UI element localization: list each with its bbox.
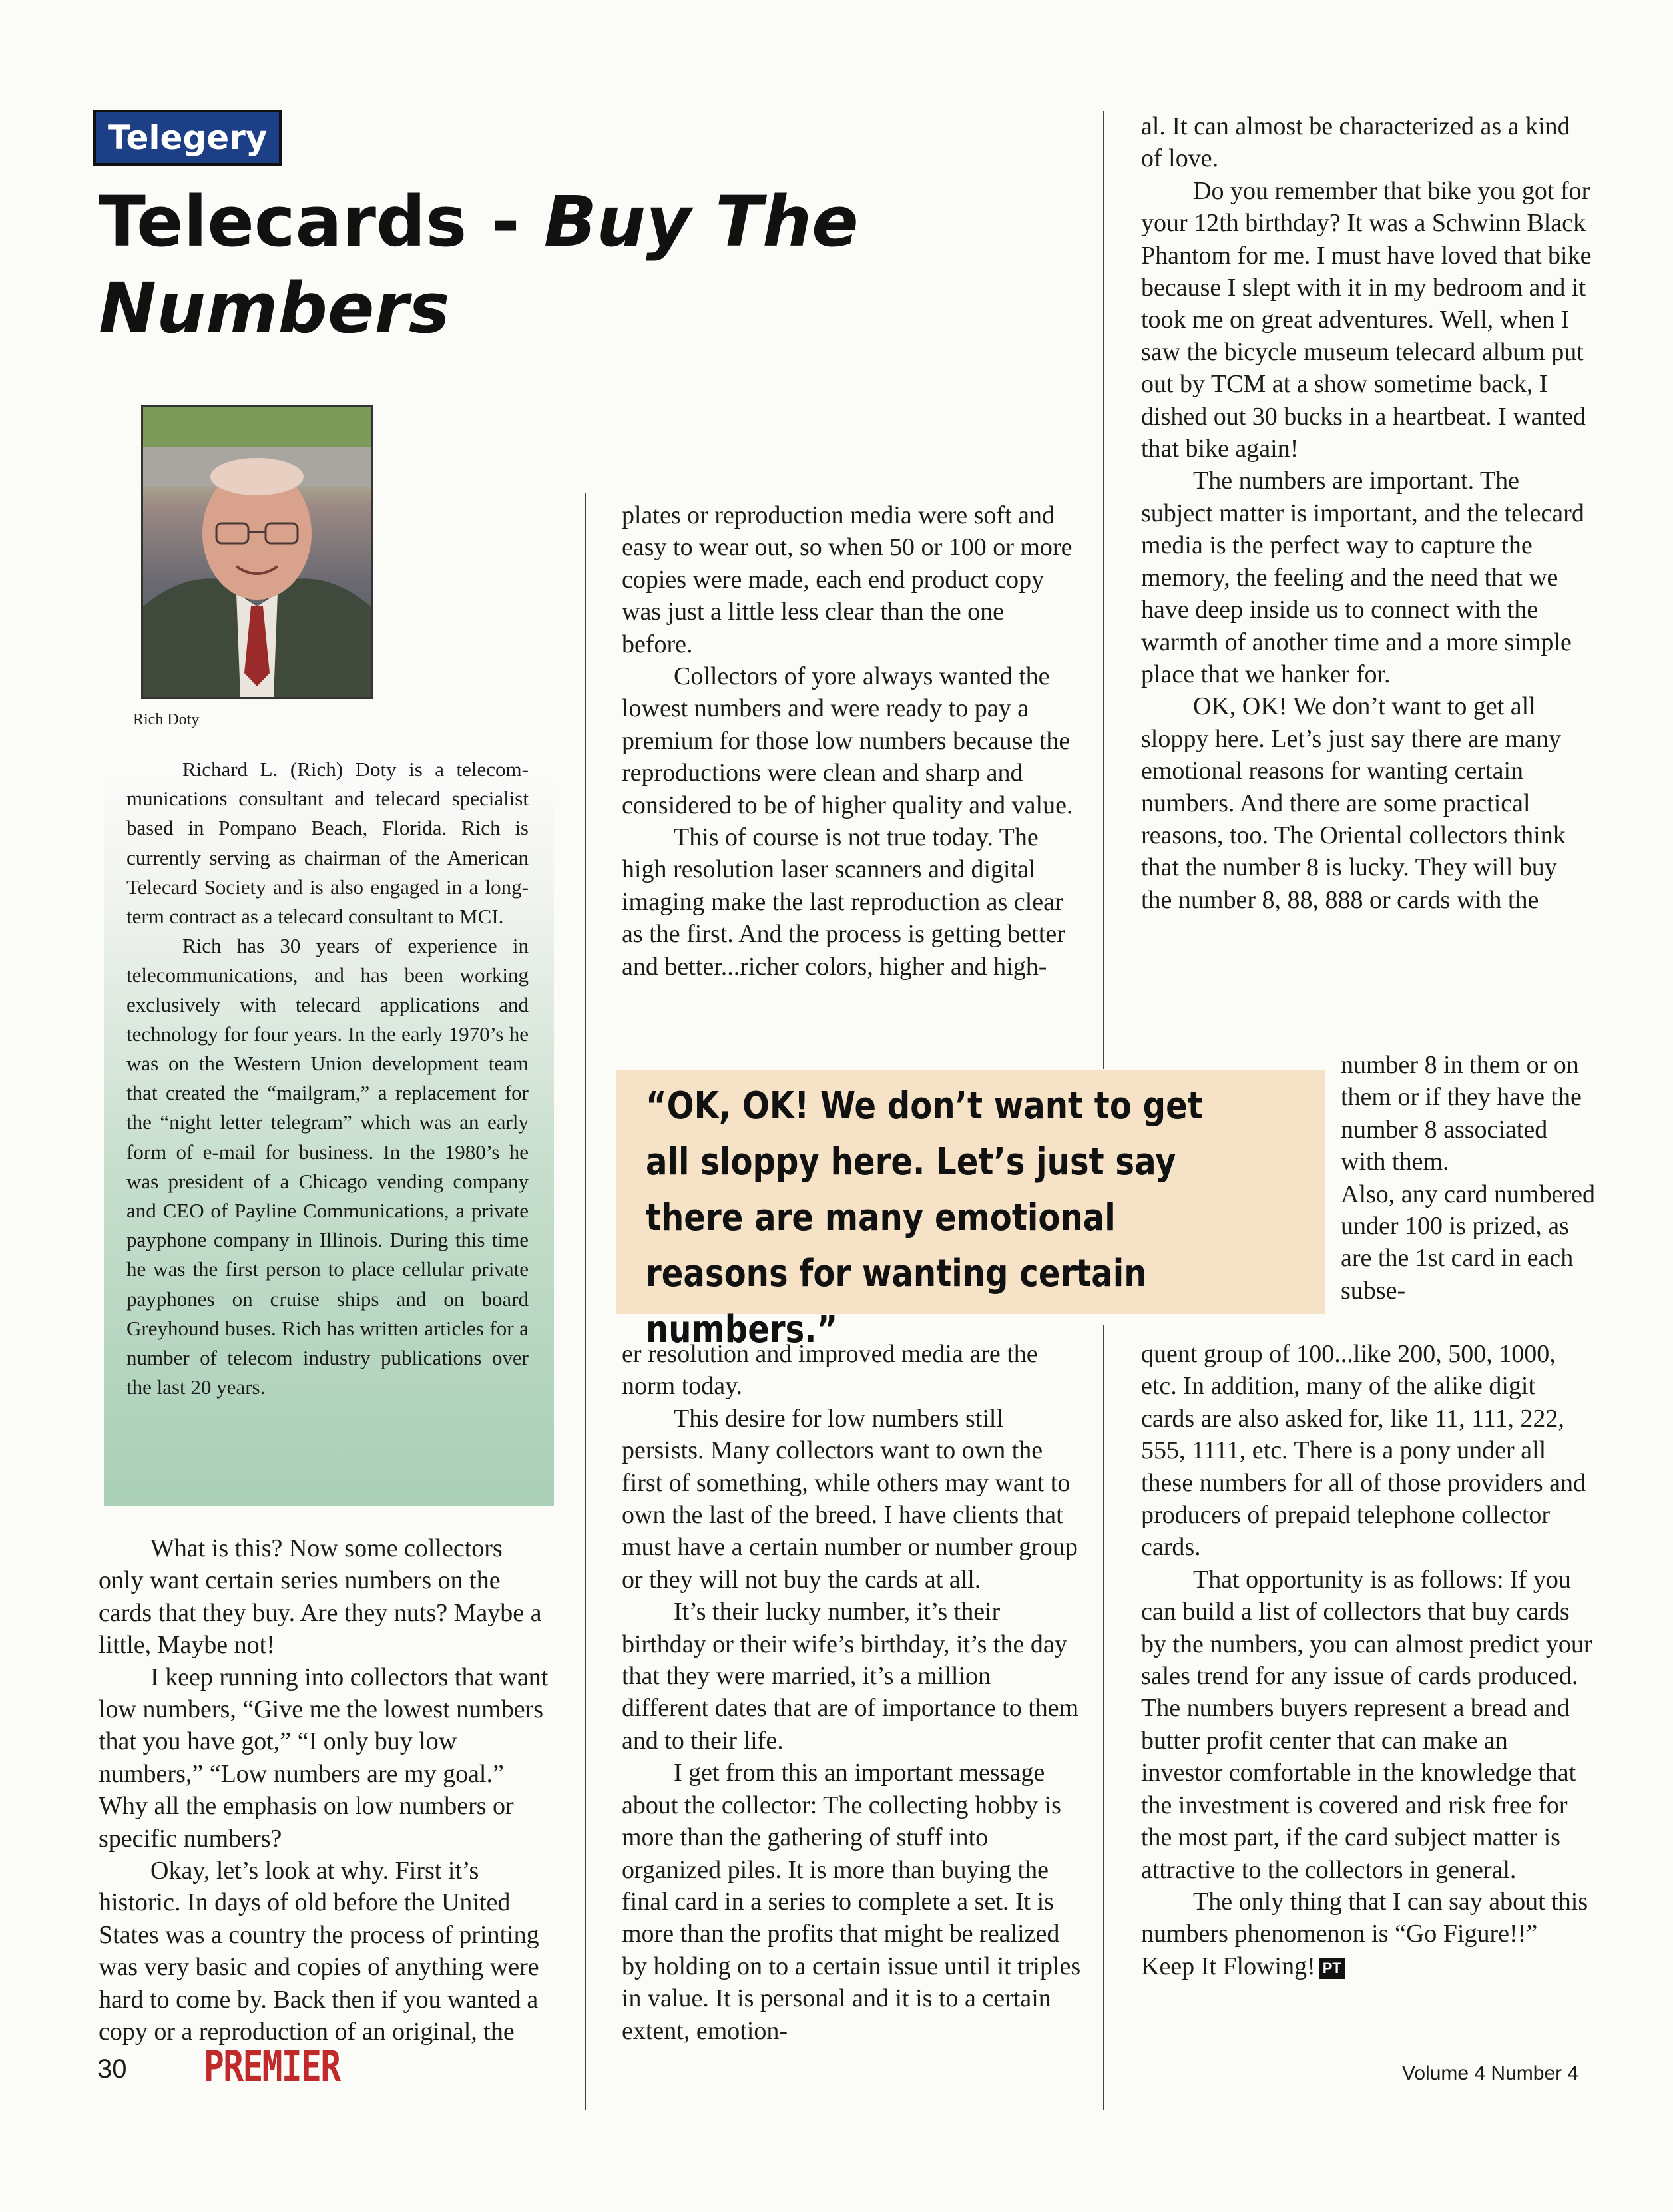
headline-part2: Buy The Numbers	[99, 181, 859, 349]
bio-paragraph: Richard L. (Rich) Doty is a telecommunications consultant and telecard specialist based in Pompano Beach, Florida. Rich is currently serving as chairman of the American Telecard Society and is also engaged in a long-term contract as a telecard consultant to MCI.	[126, 758, 529, 929]
article-paragraph: I get from this an important message about the collector: The collecting hobby is more than the gathering of stuff into organized piles. It is more than buying the final card in a series to complete a set. It is more than the profits that might be realized by holding on to a certain issue until it triples in value. It is personal and it is to a certain extent, emotion-	[622, 1759, 1081, 2045]
column-rule	[585, 493, 586, 2110]
photo-caption: Rich Doty	[133, 711, 200, 728]
author-photo	[141, 405, 373, 699]
sign-off-text: Keep It Flowing!	[1141, 1952, 1315, 1980]
pull-quote: “OK, OK! We don’t want to get all sloppy here. Let’s just say there are many emotional reasons for wanting certain numbers.”	[646, 1084, 1203, 1351]
article-column-2-top	[622, 499, 1081, 983]
section-tag: Telegery	[93, 110, 282, 166]
article-column-3-narrow	[1341, 1049, 1596, 1307]
headline-separator: -	[467, 181, 544, 262]
article-paragraph: number 8 in them or on them or if they have the number 8 associated with them.	[1341, 1051, 1582, 1176]
article-sign-off	[1141, 1950, 1594, 1982]
article-paragraph: What is this? Now some collectors only want certain series numbers on the cards that they buy. Are they nuts? Maybe a little, Maybe not!	[99, 1534, 542, 1659]
author-bio	[126, 755, 529, 1402]
end-mark-badge: PT	[1319, 1958, 1345, 1979]
article-paragraph: al. It can almost be characterized as a kind of love.	[1141, 112, 1570, 173]
article-paragraph: It’s their lucky number, it’s their birthday or their wife’s birthday, it’s the day that they were married, it’s a million different dates that are of importance to them and to their life.	[622, 1598, 1079, 1755]
article-column-3-bottom	[1141, 1338, 1594, 1982]
article-column-3-top	[1141, 111, 1594, 916]
portrait-illustration	[143, 407, 371, 697]
article-paragraph: This desire for low numbers still persists. Many collectors want to own the first of something, while others may want to own the last of the breed. I have clients that must have a certain number or number group or they will not buy the cards at all.	[622, 1404, 1078, 1594]
headline-part1: Telecards	[99, 181, 467, 262]
article-paragraph: This of course is not true today. The high resolution laser scanners and digital imaging make the last reproduction as clear as the first. And the process is getting better and better...richer colors, higher and high-	[622, 823, 1065, 981]
article-column-1	[99, 1532, 551, 2048]
headline	[99, 178, 964, 351]
issue-label: Volume 4 Number 4	[1402, 2062, 1579, 2084]
article-paragraph: Also, any card numbered under 100 is prized, as are the 1st card in each subse-	[1341, 1180, 1595, 1305]
article-paragraph: OK, OK! We don’t want to get all sloppy here. Let’s just say there are many emotional reasons for wanting certain numbers. And there are some practical reasons, too. The Oriental collectors think that the number 8 is lucky. They will buy the number 8, 88, 888 or cards with the	[1141, 692, 1566, 914]
article-paragraph: I keep running into collectors that want low numbers, “Give me the lowest numbers that you have got,” “I only buy low numbers,” “Low numbers are my goal.” Why all the emphasis on low numbers or specific numbers?	[99, 1663, 549, 1853]
publication-logo: PREMIER	[204, 2042, 340, 2092]
bio-paragraph: Rich has 30 years of experience in telecommunications, and has been working exclusively with telecard applications and technology for four years. In the early 1970’s he was on the Western Union development team that created the “mailgram,” a replacement for the “night letter telegram” which was an early form of e-mail for business. In the 1980’s he was president of a Chicago vending company and CEO of Payline Communications, a private payphone company in Illinois. During this time he was the first person to place cellular private payphones on cruise ships and on board Greyhound buses. Rich has written articles for a number of telecom industry publications over the last 20 years.	[126, 934, 529, 1399]
article-paragraph: quent group of 100...like 200, 500, 1000, etc. In addition, many of the alike digit cards are also asked for, like 11, 111, 222, 555, 1111, etc. There is a pony under all these numbers for all of those providers and producers of prepaid telephone collector cards.	[1141, 1340, 1586, 1562]
article-paragraph: That opportunity is as follows: If you can build a list of collectors that buy cards by the numbers, you can almost predict your sales trend for any issue of cards produced. The numbers buyers represent a bread and butter profit center that can make an investor comfortable in the knowledge that the investment is covered and risk free for the most part, if the card subject matter is attractive to the collectors in general.	[1141, 1565, 1592, 1884]
article-paragraph: The only thing that I can say about this numbers phenomenon is “Go Figure!!”	[1141, 1887, 1588, 1948]
page-number: 30	[97, 2054, 127, 2084]
article-paragraph: Do you remember that bike you got for your 12th birthday? It was a Schwinn Black Phantom for me. I must have loved that bike because I slept with it in my bedroom and it took me on great adventures. Well, when I saw the bicycle museum telecard album put out by TCM at a show sometime back, I dished out 30 bucks in a heartbeat. I wanted that bike again!	[1141, 176, 1592, 463]
column-rule	[1103, 111, 1104, 1069]
article-paragraph: er resolution and improved media are the norm today.	[622, 1340, 1038, 1401]
article-paragraph: Okay, let’s look at why. First it’s historic. In days of old before the United States was a country the process of printing was very basic and copies of anything were hard to come by. Back then if you wanted a copy or a reproduction of an original, the	[99, 1857, 539, 2046]
article-paragraph: The numbers are important. The subject matter is important, and the telecard media is the perfect way to capture the memory, the feeling and the need that we have deep inside us to connect with the warmth of another time and a more simple place that we hanker for.	[1141, 467, 1584, 688]
article-column-2-bottom	[622, 1338, 1081, 2047]
article-paragraph: plates or reproduction media were soft and easy to wear out, so when 50 or 100 or more copies were made, each end product copy was just a little less clear than the one before.	[622, 501, 1073, 658]
column-rule	[1103, 1325, 1104, 2110]
article-paragraph: Collectors of yore always wanted the lowest numbers and were ready to pay a premium for those low numbers because the reproductions were clean and sharp and considered to be of higher quality and value.	[622, 662, 1073, 819]
